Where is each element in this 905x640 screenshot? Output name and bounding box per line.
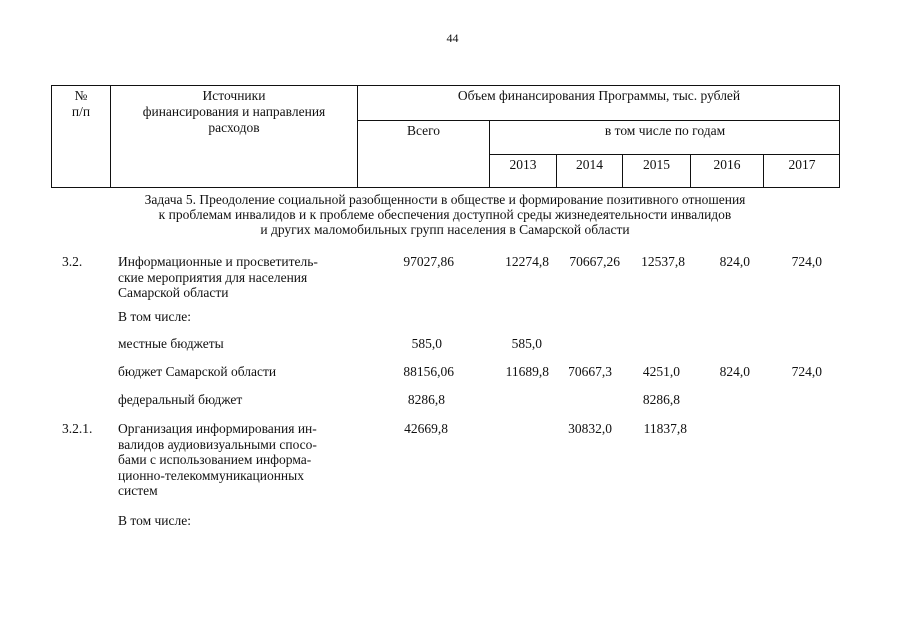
row-divider — [489, 154, 840, 155]
header-col-total: Всего — [406, 123, 441, 138]
cell-2014: 30832,0 — [568, 421, 612, 436]
cell-2014: 70667,3 — [568, 364, 612, 379]
cell-2017: 724,0 — [791, 254, 822, 269]
row-label-line: бами с использованием информа- — [118, 452, 312, 467]
task-title-line1: Задача 5. Преодоление социальной разобщенности в обществе и формирование позитивного отношения — [144, 192, 746, 207]
row-label — [118, 421, 353, 499]
row-label-line: Самарской области — [118, 285, 229, 300]
header-col-source-line1: Источники — [202, 88, 266, 103]
row-label-line: Организация информирования ин- — [118, 421, 317, 436]
row-label: бюджет Самарской области — [118, 364, 277, 379]
header-col-number-line2: п/п — [71, 104, 91, 119]
row-label-line: Информационные и просветитель- — [118, 254, 318, 269]
header-year-2014: 2014 — [576, 157, 603, 172]
header-col-source-line2: финансирования и направления — [142, 104, 326, 119]
header-col-number-line1: № — [74, 88, 88, 103]
cell-2013: 11689,8 — [505, 364, 549, 379]
row-label: местные бюджеты — [118, 336, 224, 351]
cell-2014: 70667,26 — [569, 254, 620, 269]
row-label-line: валидов аудиовизуальными спосо- — [118, 436, 317, 452]
row-number: 3.2. — [62, 254, 83, 269]
row-label: федеральный бюджет — [118, 392, 243, 407]
cell-2017: 724,0 — [791, 364, 822, 379]
cell-2016: 824,0 — [719, 364, 750, 379]
cell-total: 42669,8 — [404, 421, 448, 436]
header-year-2017: 2017 — [788, 157, 816, 172]
header-col-volume: Объем финансирования Программы, тыс. рублей — [457, 88, 741, 103]
cell-2015: 8286,8 — [642, 392, 680, 407]
row-divider — [357, 120, 840, 121]
row-label — [118, 254, 353, 301]
header-year-2016: 2016 — [713, 157, 741, 172]
header-col-source — [111, 88, 357, 136]
page-number: 44 — [446, 31, 459, 45]
cell-total: 8286,8 — [407, 392, 445, 407]
header-col-number — [52, 88, 110, 120]
row-label: В том числе: — [118, 513, 191, 528]
header-year-2013: 2013 — [509, 157, 537, 172]
cell-total: 585,0 — [411, 336, 442, 351]
cell-2015: 11837,8 — [643, 421, 687, 436]
cell-2013: 585,0 — [511, 336, 542, 351]
cell-total: 97027,86 — [403, 254, 454, 269]
cell-2016: 824,0 — [719, 254, 750, 269]
cell-2015: 12537,8 — [641, 254, 685, 269]
row-label-line: ционно-телекоммуникационных — [118, 467, 304, 483]
row-number: 3.2.1. — [62, 421, 93, 436]
header-col-source-line3: расходов — [208, 120, 260, 135]
header-year-2015: 2015 — [643, 157, 670, 172]
header-col-by-years: в том числе по годам — [604, 123, 726, 138]
row-label-line: ские мероприятия для населения — [118, 269, 308, 285]
task-title — [60, 192, 830, 237]
task-title-line2: к проблемам инвалидов и к проблеме обеспечения доступной среды жизнедеятельности инвалидов — [158, 207, 732, 222]
row-label-line: систем — [118, 483, 158, 498]
cell-total: 88156,06 — [403, 364, 454, 379]
row-label: В том числе: — [118, 309, 191, 324]
cell-2013: 12274,8 — [505, 254, 549, 269]
cell-2015: 4251,0 — [642, 364, 680, 379]
task-title-line3: и других маломобильных групп населения в Самарской области — [260, 222, 630, 237]
